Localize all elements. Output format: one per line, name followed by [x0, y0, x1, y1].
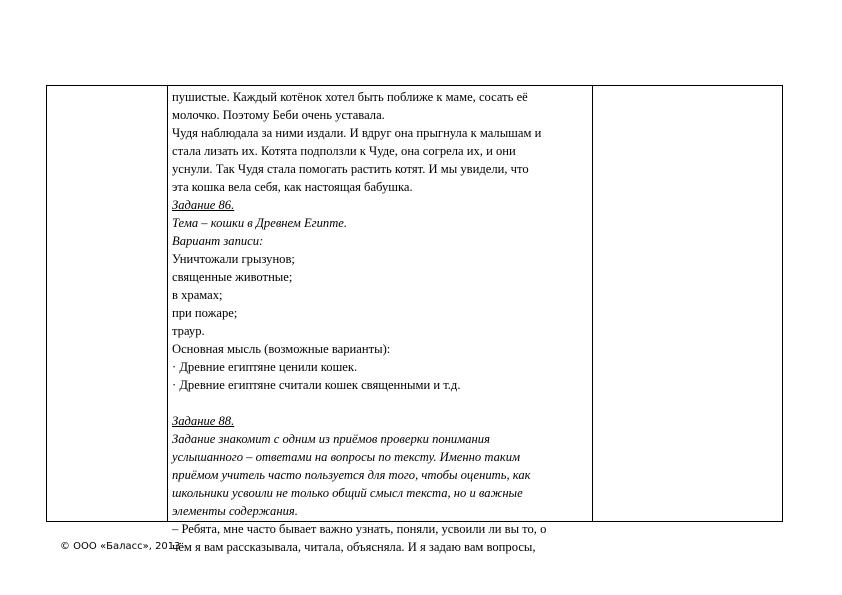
task-88-line: услышанного – ответами на вопросы по тексту. Именно таким: [172, 450, 521, 464]
speech-line: – Ребята, мне часто бывает важно узнать, поняли, усвоили ли вы то, о: [172, 522, 547, 536]
text-line: Чудя наблюдала за ними издали. И вдруг она прыгнула к малышам и: [172, 126, 542, 140]
task-88-line: Задание знакомит с одним из приёмов проверки понимания: [172, 432, 490, 446]
idea-item: · Древние египтяне считали кошек священными и т.д.: [172, 378, 461, 392]
text-line: стала лизать их. Котята подползли к Чуде, она согрела их, и они: [172, 144, 516, 158]
table-middle-cell: [172, 88, 588, 556]
list-item: священные животные;: [172, 270, 293, 284]
column-divider-left: [167, 86, 168, 521]
task-86-heading: Задание 86.: [172, 198, 235, 212]
copyright-footer: © ООО «Баласс», 2013: [60, 541, 181, 552]
text-line: молочко. Поэтому Беби очень уставала.: [172, 108, 385, 122]
spacer: [172, 394, 588, 412]
main-idea-label: Основная мысль (возможные варианты):: [172, 342, 391, 356]
task-88-line: элементы содержания.: [172, 504, 298, 518]
text-line: пушистые. Каждый котёнок хотел быть поближе к маме, сосать её: [172, 90, 528, 104]
text-line: эта кошка вела себя, как настоящая бабушка.: [172, 180, 413, 194]
speech-line: чём я вам рассказывала, читала, объясняла. И я задаю вам вопросы,: [172, 540, 536, 554]
task-88-line: приёмом учитель часто пользуется для того, чтобы оценить, как: [172, 468, 531, 482]
list-item: в храмах;: [172, 288, 223, 302]
task-86-variant: Вариант записи:: [172, 234, 264, 248]
text-line: уснули. Так Чудя стала помогать растить котят. И мы увидели, что: [172, 162, 529, 176]
column-divider-right: [592, 86, 593, 521]
task-88-line: школьники усвоили не только общий смысл текста, но и важные: [172, 486, 523, 500]
idea-item: · Древние египтяне ценили кошек.: [172, 360, 358, 374]
list-item: при пожаре;: [172, 306, 238, 320]
task-86-theme: Тема – кошки в Древнем Египте.: [172, 216, 348, 230]
list-item: Уничтожали грызунов;: [172, 252, 295, 266]
task-88-heading: Задание 88.: [172, 414, 235, 428]
list-item: траур.: [172, 324, 205, 338]
